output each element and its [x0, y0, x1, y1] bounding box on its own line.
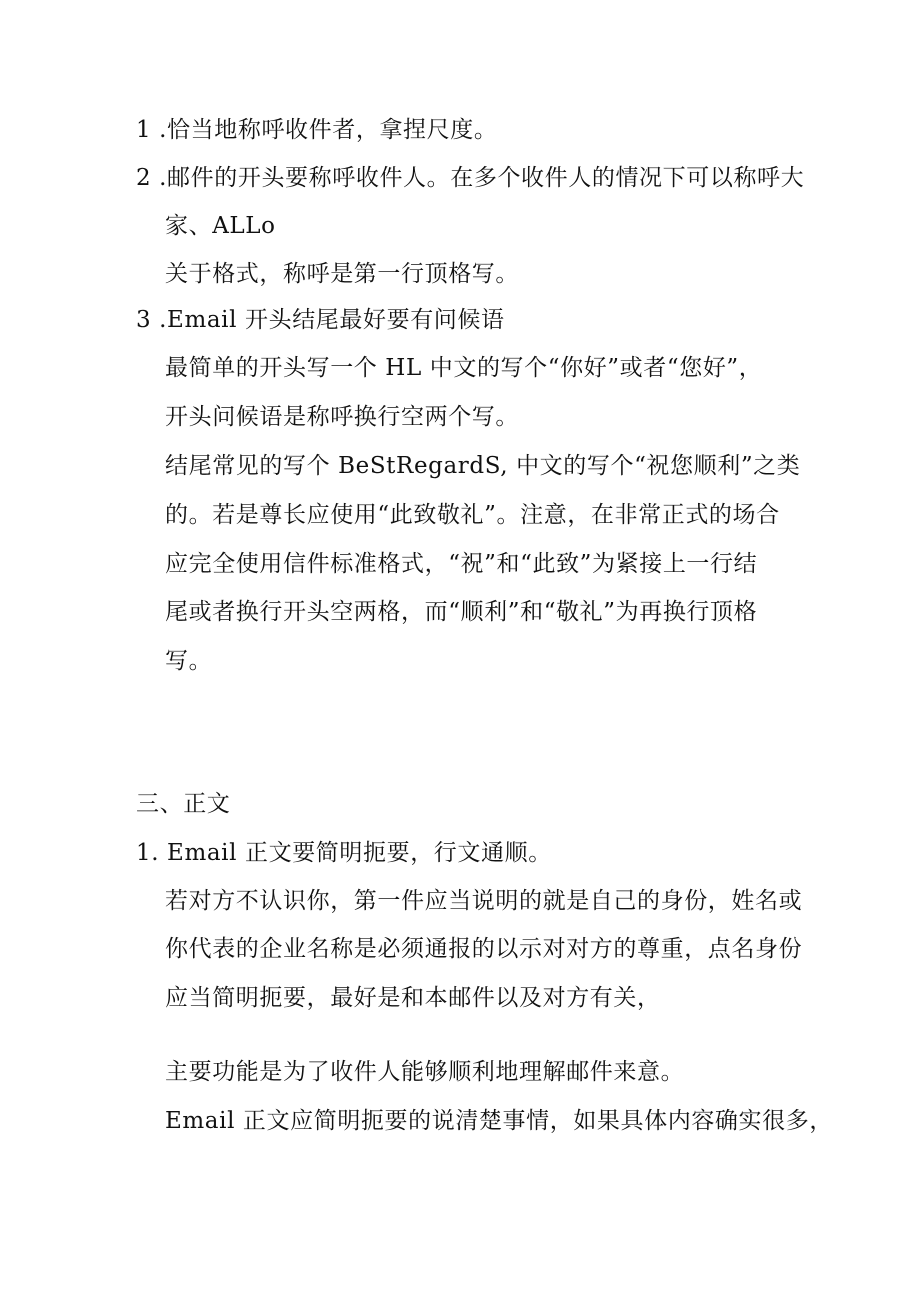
- closing-paragraph-line: 结尾常见的写个 BeStRegardS, 中文的写个“祝您顺利”之类: [165, 453, 801, 479]
- closing-paragraph-line: 写。: [165, 648, 213, 674]
- greeting-paragraph-line: 最简单的开头写一个 HL 中文的写个“你好”或者“您好”，: [165, 355, 763, 381]
- closing-paragraph-line: 的。若是尊长应使用“此致敬礼”。注意，在非常正式的场合: [165, 502, 780, 528]
- section-heading: 三、正文: [136, 791, 231, 817]
- greeting-paragraph-line: 开头问候语是称呼换行空两个写。: [165, 404, 519, 430]
- body-paragraph-line: 主要功能是为了收件人能够顺利地理解邮件来意。: [165, 1059, 685, 1085]
- format-note: 关于格式，称呼是第一行顶格写。: [165, 261, 519, 287]
- closing-paragraph-line: 尾或者换行开头空两格，而“顺利”和“敬礼”为再换行顶格: [165, 599, 758, 625]
- body-paragraph-line: Email 正文应简明扼要的说清楚事情，如果具体内容确实很多，: [165, 1108, 833, 1134]
- body-paragraph-line: 应当简明扼要，最好是和本邮件以及对方有关，: [165, 985, 661, 1011]
- list-item-2: 2 .邮件的开头要称呼收件人。在多个收件人的情况下可以称呼大: [136, 165, 805, 191]
- closing-paragraph-line: 应完全使用信件标准格式，“祝”和“此致”为紧接上一行结: [165, 551, 758, 577]
- body-paragraph-line: 若对方不认识你，第一件应当说明的就是自己的身份，姓名或: [165, 888, 803, 914]
- list-item-2-continuation: 家、ALLo: [165, 213, 276, 239]
- list-item-1: 1 .恰当地称呼收件者，拿捏尺度。: [136, 117, 498, 143]
- body-paragraph-line: 你代表的企业名称是必须通报的以示对对方的尊重，点名身份: [165, 936, 803, 962]
- list-item-3: 3 .Email 开头结尾最好要有问候语: [136, 307, 505, 333]
- body-list-item-1: 1. Email 正文要简明扼要，行文通顺。: [136, 840, 552, 866]
